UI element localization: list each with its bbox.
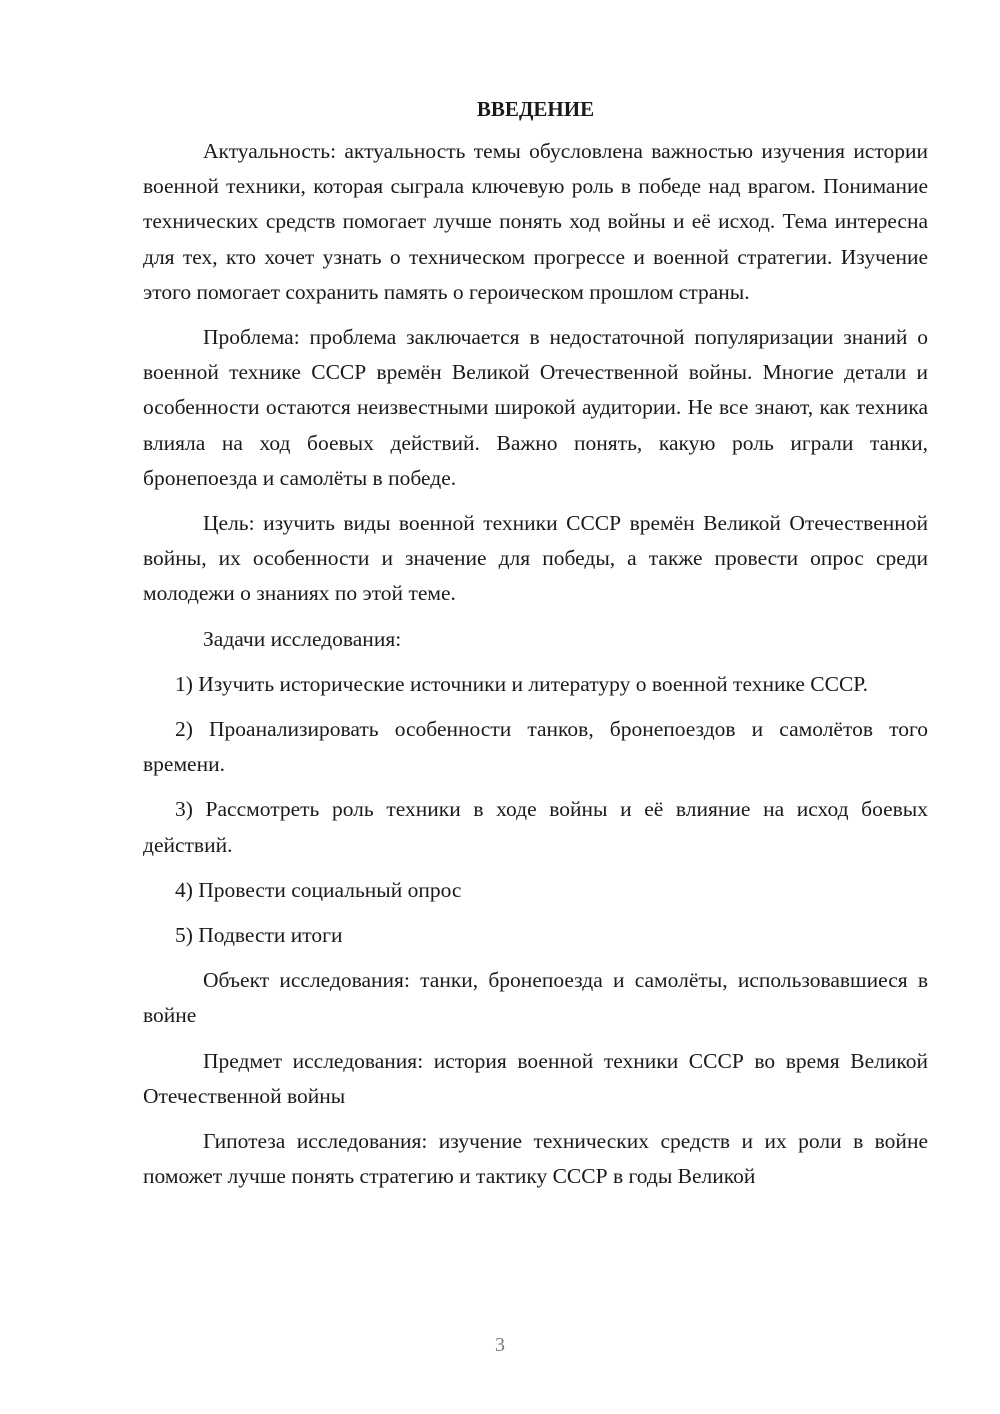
task-item: 4) Провести социальный опрос bbox=[175, 877, 462, 902]
task-item: 1) Изучить исторические источники и литературу о военной технике СССР. bbox=[175, 671, 868, 696]
page-number: 3 bbox=[495, 1334, 505, 1356]
tasks-heading: Задачи исследования: bbox=[203, 626, 402, 651]
task-item: 3) Рассмотреть роль техники в ходе войны и её влияние на исход боевых действий. bbox=[143, 797, 928, 857]
paragraph-relevance: Актуальность: актуальность темы обусловлена важностью изучения истории военной техники, которая сыграла ключевую роль в победе над врагом. Понимание технических средств помогает лучше понять ход войны и её исход. Тема интересна для тех, кто хочет узнать о техническом прогрессе и военной стратегии. Изучение этого помогает сохранить память о героическом прошлом страны. bbox=[143, 139, 928, 304]
section-title: ВВЕДЕНИЕ bbox=[476, 97, 595, 121]
task-item: 2) Проанализировать особенности танков, бронепоездов и самолётов того времени. bbox=[143, 717, 928, 777]
paragraph-hypothesis: Гипотеза исследования: изучение технических средств и их роли в войне поможет лучше понять стратегию и тактику СССР в годы Великой bbox=[143, 1129, 928, 1189]
paragraph-goal: Цель: изучить виды военной техники СССР времён Великой Отечественной войны, их особенности и значение для победы, а также провести опрос среди молодежи о знаниях по этой теме. bbox=[143, 511, 928, 606]
task-item: 5) Подвести итоги bbox=[175, 923, 343, 948]
paragraph-object: Объект исследования: танки, бронепоезда и самолёты, использовавшиеся в войне bbox=[143, 968, 928, 1028]
paragraph-problem: Проблема: проблема заключается в недостаточной популяризации знаний о военной технике СССР времён Великой Отечественной войны. Многие детали и особенности остаются неизвестными широкой аудитории. Не все знают, как техника влияла на ход боевых действий. Важно понять, какую роль играли танки, бронепоезда и самолёты в победе. bbox=[143, 325, 928, 490]
page-body bbox=[143, 92, 928, 1204]
paragraph-subject: Предмет исследования: история военной техники СССР во время Великой Отечественной войны bbox=[143, 1048, 928, 1108]
